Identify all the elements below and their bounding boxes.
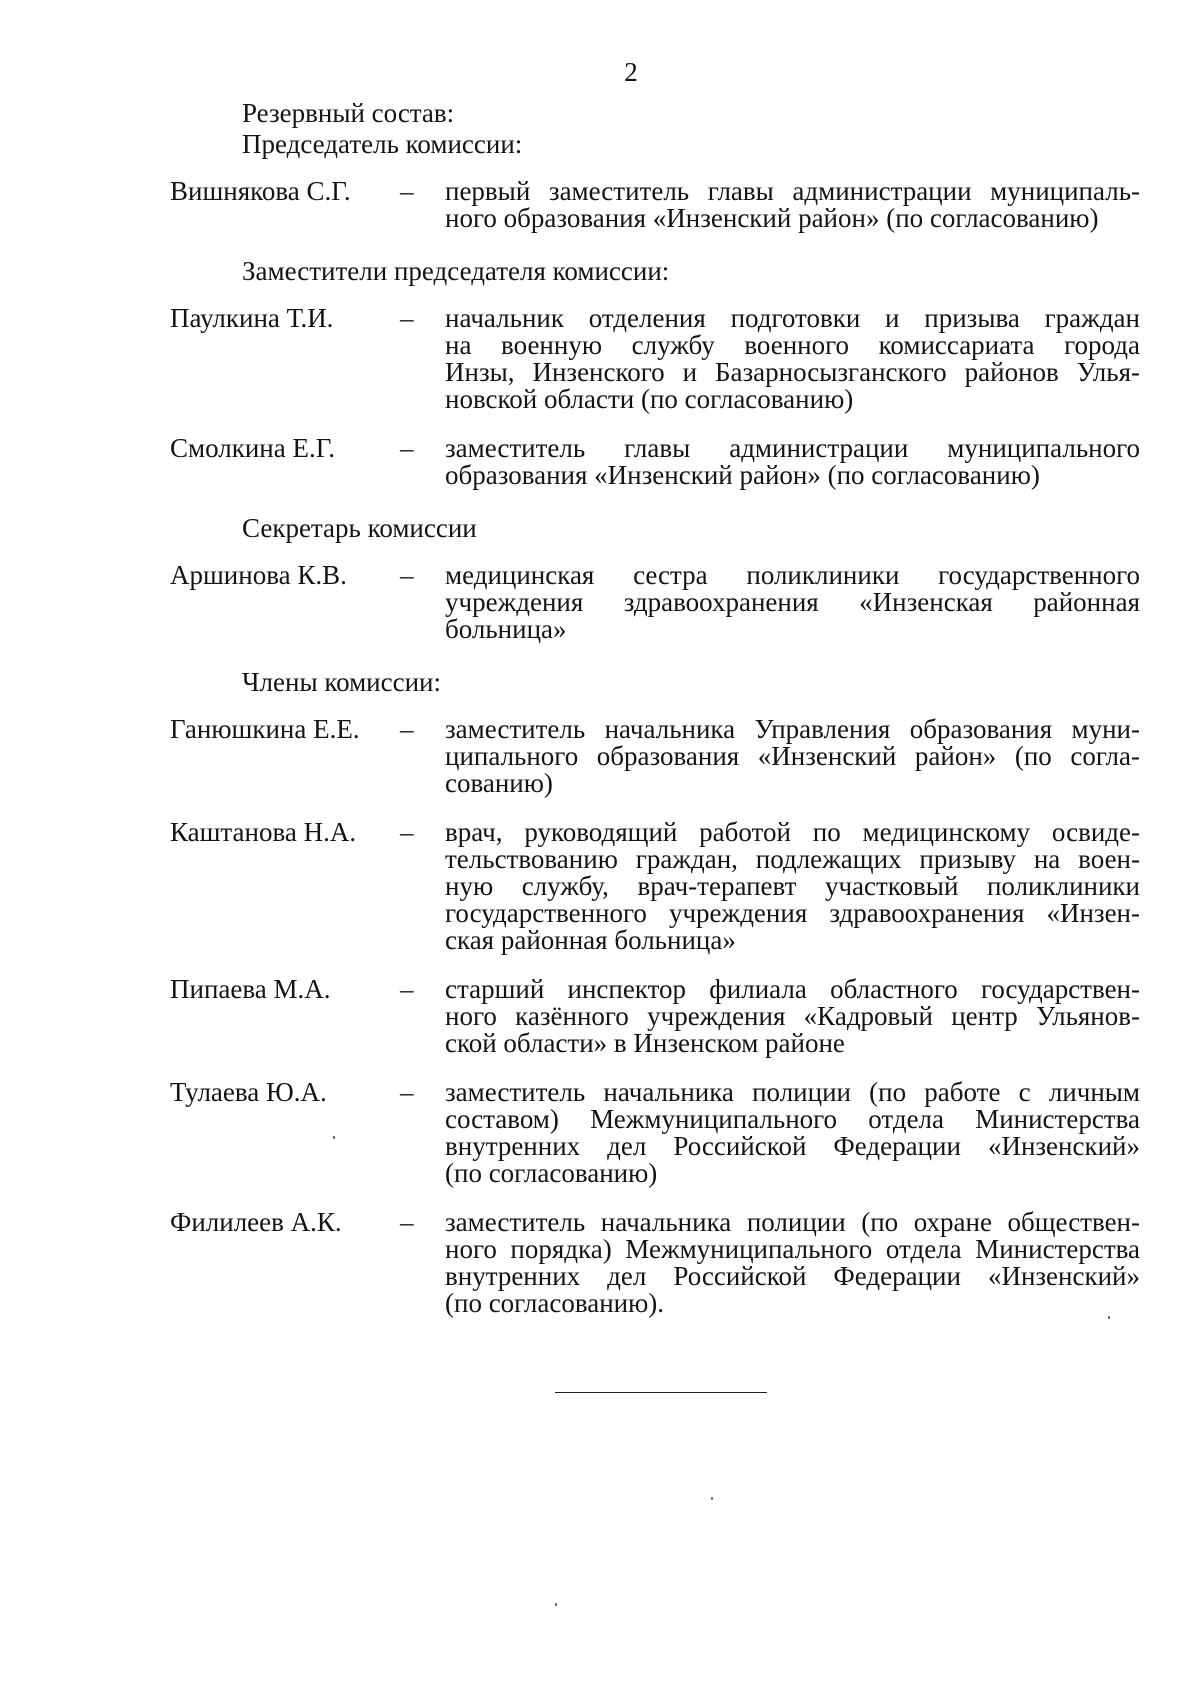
dash-separator: –	[400, 433, 414, 463]
position-line: заместитель главы администрации муниципального	[445, 433, 1140, 463]
dash-separator: –	[400, 1077, 414, 1107]
dash-separator: –	[400, 303, 414, 333]
person-position	[445, 819, 1140, 954]
position-line: внутренних дел Российской Федерации «Инзенский»	[445, 1131, 1140, 1161]
position-line: составом) Межмуниципального отдела Министерства	[445, 1104, 1140, 1134]
dash-separator: –	[400, 817, 414, 847]
position-line: больница»	[445, 614, 567, 644]
deputies-heading: Заместители председателя комиссии:	[242, 256, 670, 286]
person-name: Паулкина Т.И.	[170, 303, 334, 333]
position-line: сованию)	[445, 768, 553, 798]
dash-separator: –	[400, 560, 414, 590]
person-name: Аршинова К.В.	[170, 560, 347, 590]
position-line: внутренних дел Российской Федерации «Инзенский»	[445, 1261, 1140, 1291]
position-line: тельствованию граждан, подлежащих призыву на воен-	[445, 844, 1140, 874]
position-line: начальник отделения подготовки и призыва граждан	[445, 303, 1140, 333]
position-line: заместитель начальника полиции (по охране обществен-	[445, 1207, 1140, 1237]
position-line: ную службу, врач-терапевт участковый поликлиники	[445, 871, 1140, 901]
page-number: 2	[624, 57, 638, 87]
person-name: Вишнякова С.Г.	[170, 176, 351, 206]
person-name: Пипаева М.А.	[170, 974, 331, 1004]
position-line: заместитель начальника Управления образования муни-	[445, 714, 1140, 744]
position-line: государственного учреждения здравоохранения «Инзен-	[445, 898, 1140, 928]
person-name: Смолкина Е.Г.	[170, 433, 336, 463]
position-line: ципального образования «Инзенский район» (по согла-	[445, 741, 1140, 771]
scan-speck	[333, 1136, 335, 1139]
scan-speck	[711, 1497, 713, 1500]
secretary-heading: Секретарь комиссии	[242, 513, 477, 543]
member-entry	[170, 716, 1140, 797]
person-position	[445, 178, 1140, 232]
person-name: Тулаева Ю.А.	[170, 1077, 327, 1107]
position-line: врач, руководящий работой по медицинскому освиде-	[445, 817, 1140, 847]
dash-separator: –	[400, 974, 414, 1004]
person-position	[445, 976, 1140, 1057]
position-line: ного казённого учреждения «Кадровый центр Ульянов-	[445, 1001, 1140, 1031]
scan-speck	[1108, 1316, 1110, 1319]
member-entry	[170, 976, 1140, 1057]
person-position	[445, 1079, 1140, 1187]
member-entry	[170, 819, 1140, 954]
person-position	[445, 305, 1140, 413]
closing-rule	[555, 1392, 767, 1393]
secretary-entry	[170, 562, 1140, 643]
person-position	[445, 716, 1140, 797]
deputy-entry	[170, 305, 1140, 413]
person-name: Филилеев А.К.	[170, 1207, 342, 1237]
person-position	[445, 1209, 1140, 1317]
position-line: новской области (по согласованию)	[445, 384, 854, 414]
position-line: ской области» в Инзенском районе	[445, 1028, 845, 1058]
position-line: образования «Инзенский район» (по согласованию)	[445, 460, 1040, 490]
chair-heading: Председатель комиссии:	[242, 129, 523, 159]
person-position	[445, 435, 1140, 489]
position-line: учреждения здравоохранения «Инзенская районная	[445, 587, 1140, 617]
person-name: Ганюшкина Е.Е.	[170, 714, 360, 744]
position-line: ного порядка) Межмуниципального отдела Министерства	[445, 1234, 1140, 1264]
scan-speck	[555, 1603, 557, 1606]
position-line: первый заместитель главы администрации муниципаль-	[445, 176, 1140, 206]
position-line: заместитель начальника полиции (по работе с личным	[445, 1077, 1140, 1107]
position-line: (по согласованию).	[445, 1288, 665, 1318]
members-heading: Члены комиссии:	[242, 667, 441, 697]
person-name: Каштанова Н.А.	[170, 817, 357, 847]
position-line: Инзы, Инзенского и Базарносызганского районов Улья-	[445, 357, 1140, 387]
dash-separator: –	[400, 714, 414, 744]
position-line: (по согласованию)	[445, 1158, 658, 1188]
position-line: медицинская сестра поликлиники государственного	[445, 560, 1140, 590]
deputy-entry	[170, 435, 1140, 489]
position-line: на военную службу военного комиссариата города	[445, 330, 1140, 360]
chair-entry	[170, 178, 1140, 232]
commission-list	[170, 98, 1140, 1317]
position-line: ного образования «Инзенский район» (по согласованию)	[445, 203, 1099, 233]
dash-separator: –	[400, 1207, 414, 1237]
position-line: старший инспектор филиала областного государствен-	[445, 974, 1140, 1004]
person-position	[445, 562, 1140, 643]
member-entry	[170, 1079, 1140, 1187]
position-line: ская районная больница»	[445, 925, 736, 955]
reserve-heading: Резервный состав:	[242, 98, 455, 128]
member-entry	[170, 1209, 1140, 1317]
dash-separator: –	[400, 176, 414, 206]
